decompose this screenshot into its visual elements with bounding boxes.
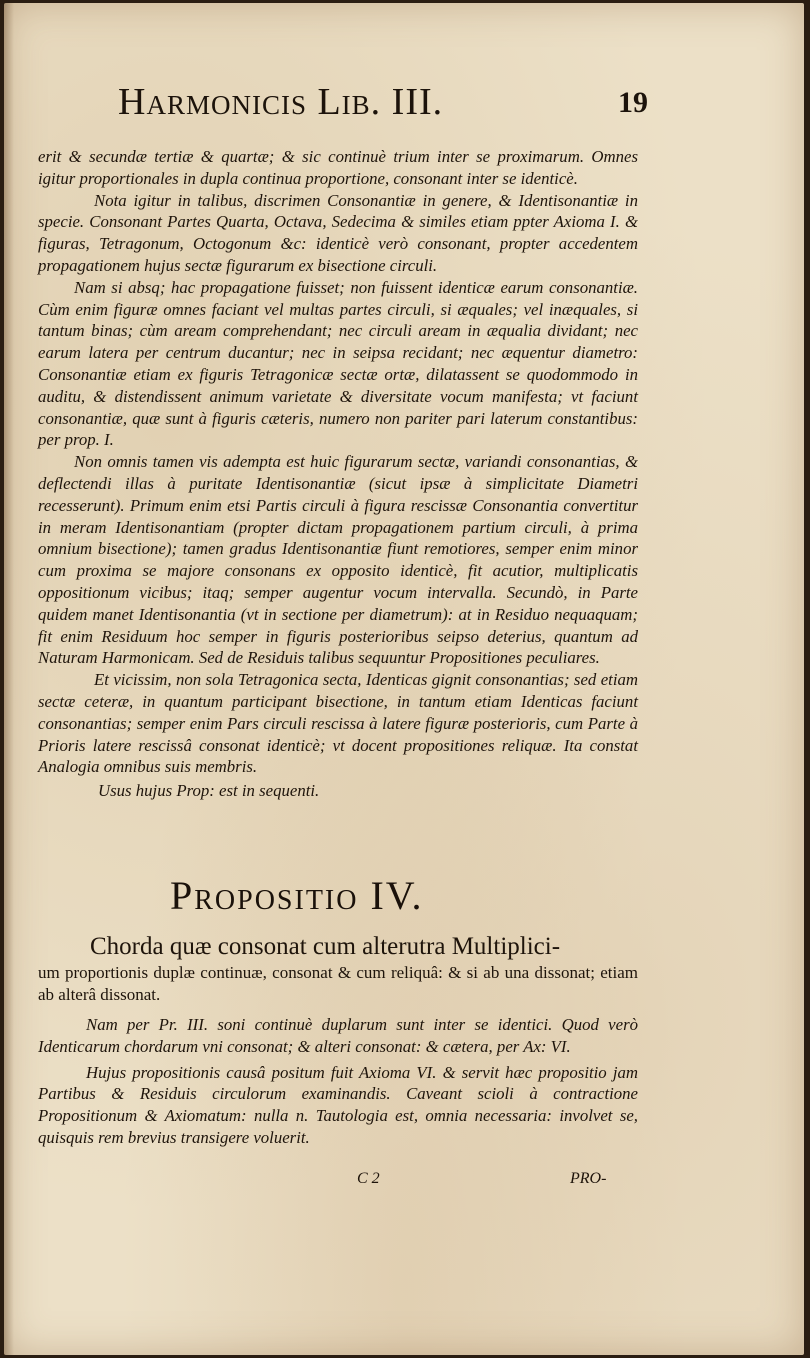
paragraph: Nam per Pr. III. soni continuè duplarum sunt inter se identici. Quod verò Identicarum chordarum vni consonat; & alteri consonat: & cætera, per Ax: VI. [38,1015,638,1056]
paragraph: Hujus propositionis causâ positum fuit Axioma VI. & servit hæc propositio jam Partibus & Residuis circulorum examinandis. Caveant scioli à contractione Propositionum & Axiomatum: nulla n. Tautologia est, omnia necessaria: involvet se, quisquis rem brevius transigere voluerit. [38,1062,638,1147]
statement-first-line: Chorda quæ consonat cum alterutra Multiplici- [90,933,561,960]
catchword: PRO- [570,1170,607,1187]
proposition-heading: Propositio IV. [170,873,424,918]
paragraph: Et vicissim, non sola Tetragonica secta, Identicas gignit consonantias; sed etiam sectæ ceteræ, in quantum participant bisectione, in tantum etiam Identicas faciunt consonantias; semper enim Pars circuli rescissa à latere figuræ posterioris, cum Parte à Prioris latere rescissâ consonat identicè; vt docent propositiones reliquæ. Ita constat Analogia omnibus suis membris. [38,670,638,777]
paragraph: Nota igitur in talibus, discrimen Consonantiæ in genere, & Identisonantiæ in specie. Consonant Partes Quarta, Octava, Sedecima & similes etiam ppter Axioma I. & figuras, Tetragonum, Octogonum &c: identicè verò consonant, propter accedentem propagationem hujus sectæ figurarum ex bisectione circuli. [38,190,638,275]
paragraph: Non omnis tamen vis adempta est huic figurarum sectæ, variandi consonantias, & deflectendi illas à puritate Identisonantiæ (sicut ipsæ à simplicitate Diametri recesserunt). Primum enim etsi Partis circuli à figura rescissæ Consonantia convertitur in meram Identisonantiam (propter dictam propagationem partium circuli, à prima omnium bisectione); tamen gradus Identisonantiæ fiunt remotiores, semper enim minor cum proxima se majore consonans ex opposito identicè, fit acutior, multiplicatis oppositionum vicibus; itaq; semper augentur vocum intervalla. Secundò, in Parte quidem manet Identisonantia (vt in sectione per diametrum): at in Residuo nequaquam; fit enim Residuum hoc semper in figuris posterioribus seipso deterius, quantum ad Naturam Harmonicam. Sed de Residuis talibus sequuntur Propositiones peculiares. [38,452,638,668]
page-number: 19 [618,86,648,119]
paragraph: Nam si absq; hac propagatione fuisset; non fuissent identicæ earum consonantiæ. Cùm enim figuræ omnes faciant vel multas partes circuli, si æquales; vel inæquales, si tantum binas; cùm aream comprehendant; nec circuli aream in æqualia dividant; nec earum latera per centrum ducantur; nec in seipsa recidant; nec æquentur diametro: Consonantiæ etiam ex figuris Tetragonicæ sectæ ortæ, dilatassent se quodommodo in auditu, & distendissent animum varietate & diversitate vocum manifesta; vt faciunt consonantiæ, quæ sunt à figuris cæteris, numero non pariter pari laterum constantibus: per prop. I. [38,277,638,450]
running-title: Harmonicis Lib. III. [118,81,444,123]
page-header [118,80,648,130]
statement-rest: um proportionis duplæ continuæ, consonat & cum reliquâ: & si ab una dissonat; etiam ab alterâ dissonat. [38,963,638,1004]
signature-mark: C 2 [357,1170,380,1187]
demonstration-text [38,1014,638,1149]
page-gutter-shadow [4,3,14,1355]
usus-line: Usus hujus Prop: est in sequenti. [98,781,320,801]
show-through-text [60,840,64,858]
paragraph: erit & secundæ tertiæ & quartæ; & sic continuè trium inter se proximarum. Omnes igitur proportionales in dupla continua proportione, consonant inter se identicè. [38,147,638,188]
main-text [38,146,638,802]
proposition-statement [38,932,638,1006]
